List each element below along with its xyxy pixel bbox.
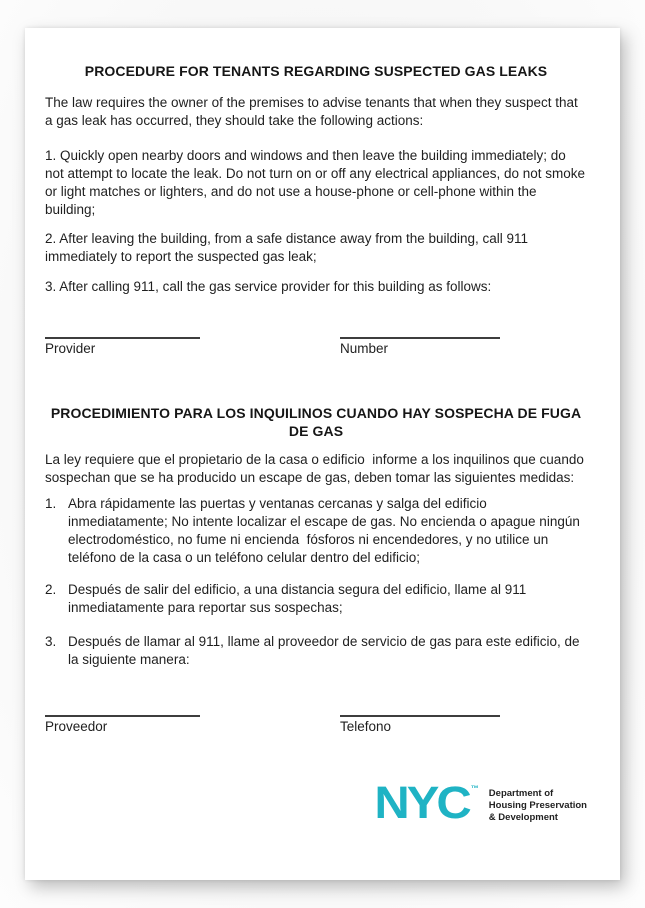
agency-name-block <box>489 786 587 824</box>
english-item-1: 1. Quickly open nearby doors and windows and then leave the building immediately; do not attempt to locate the leak. Do not turn on or off any electrical appliances, do not smoke or light matches or lighters, and do not use a house-phone or cell-phone within the building; <box>45 148 589 217</box>
nyc-logo-text: NYC <box>374 778 469 829</box>
spanish-item-1-text: Abra rápidamente las puertas y ventanas cercanas y salga del edificio inmediatamente; No intente localizar el escape de gas. No encienda o apague ningún electrodoméstico, no fume ni encienda fósforos ni encendedores, y no utilice un teléfono de la casa o un teléfono celular dentro del edificio; <box>68 496 584 565</box>
english-item-2: 2. After leaving the building, from a safe distance away from the building, call 911 immediately to report the suspected gas leak; <box>45 231 532 264</box>
footer-logo-block <box>45 778 587 829</box>
telefono-label: Telefono <box>340 719 392 734</box>
spanish-intro: La ley requiere que el propietario de la casa o edificio informe a los inquilinos que cuando sospechan que se ha producido un escape de gas, deben tomar las siguientes medidas: <box>45 452 588 485</box>
spanish-item-2-text: Después de salir del edificio, a una distancia segura del edificio, llame al 911 inmediatamente para reportar sus sospechas; <box>68 582 531 615</box>
provider-field <box>45 337 200 358</box>
signature-row-spanish <box>45 715 587 736</box>
proveedor-label: Proveedor <box>45 719 108 734</box>
provider-label: Provider <box>45 341 96 356</box>
spanish-item-1-number: 1. <box>45 496 57 511</box>
agency-line-3: & Development <box>488 812 558 823</box>
spanish-item-2 <box>45 581 587 617</box>
spanish-item-1 <box>45 495 587 567</box>
trademark-icon: ™ <box>470 784 479 793</box>
spanish-item-3-number: 3. <box>45 634 57 649</box>
agency-line-1: Department of <box>488 788 554 799</box>
spanish-item-3-text: Después de llamar al 911, llame al proveedor de servicio de gas para este edificio, de la siguiente manera: <box>68 634 584 667</box>
proveedor-field <box>45 715 200 736</box>
number-field <box>340 337 500 358</box>
agency-line-2: Housing Preservation <box>488 800 587 811</box>
document-page <box>25 28 620 880</box>
english-intro: The law requires the owner of the premises to advise tenants that when they suspect that a gas leak has occurred, they should take the following actions: <box>45 95 582 128</box>
nyc-logo <box>374 778 479 829</box>
telefono-field <box>340 715 500 736</box>
spanish-item-3 <box>45 633 587 669</box>
spanish-item-2-number: 2. <box>45 582 57 597</box>
spanish-title: PROCEDIMIENTO PARA LOS INQUILINOS CUANDO HAY SOSPECHA DE FUGA DE GAS <box>50 405 582 439</box>
signature-row-english <box>45 337 587 358</box>
english-title: PROCEDURE FOR TENANTS REGARDING SUSPECTED GAS LEAKS <box>84 63 548 79</box>
english-item-3: 3. After calling 911, call the gas service provider for this building as follows: <box>45 279 492 294</box>
number-label: Number <box>340 341 389 356</box>
